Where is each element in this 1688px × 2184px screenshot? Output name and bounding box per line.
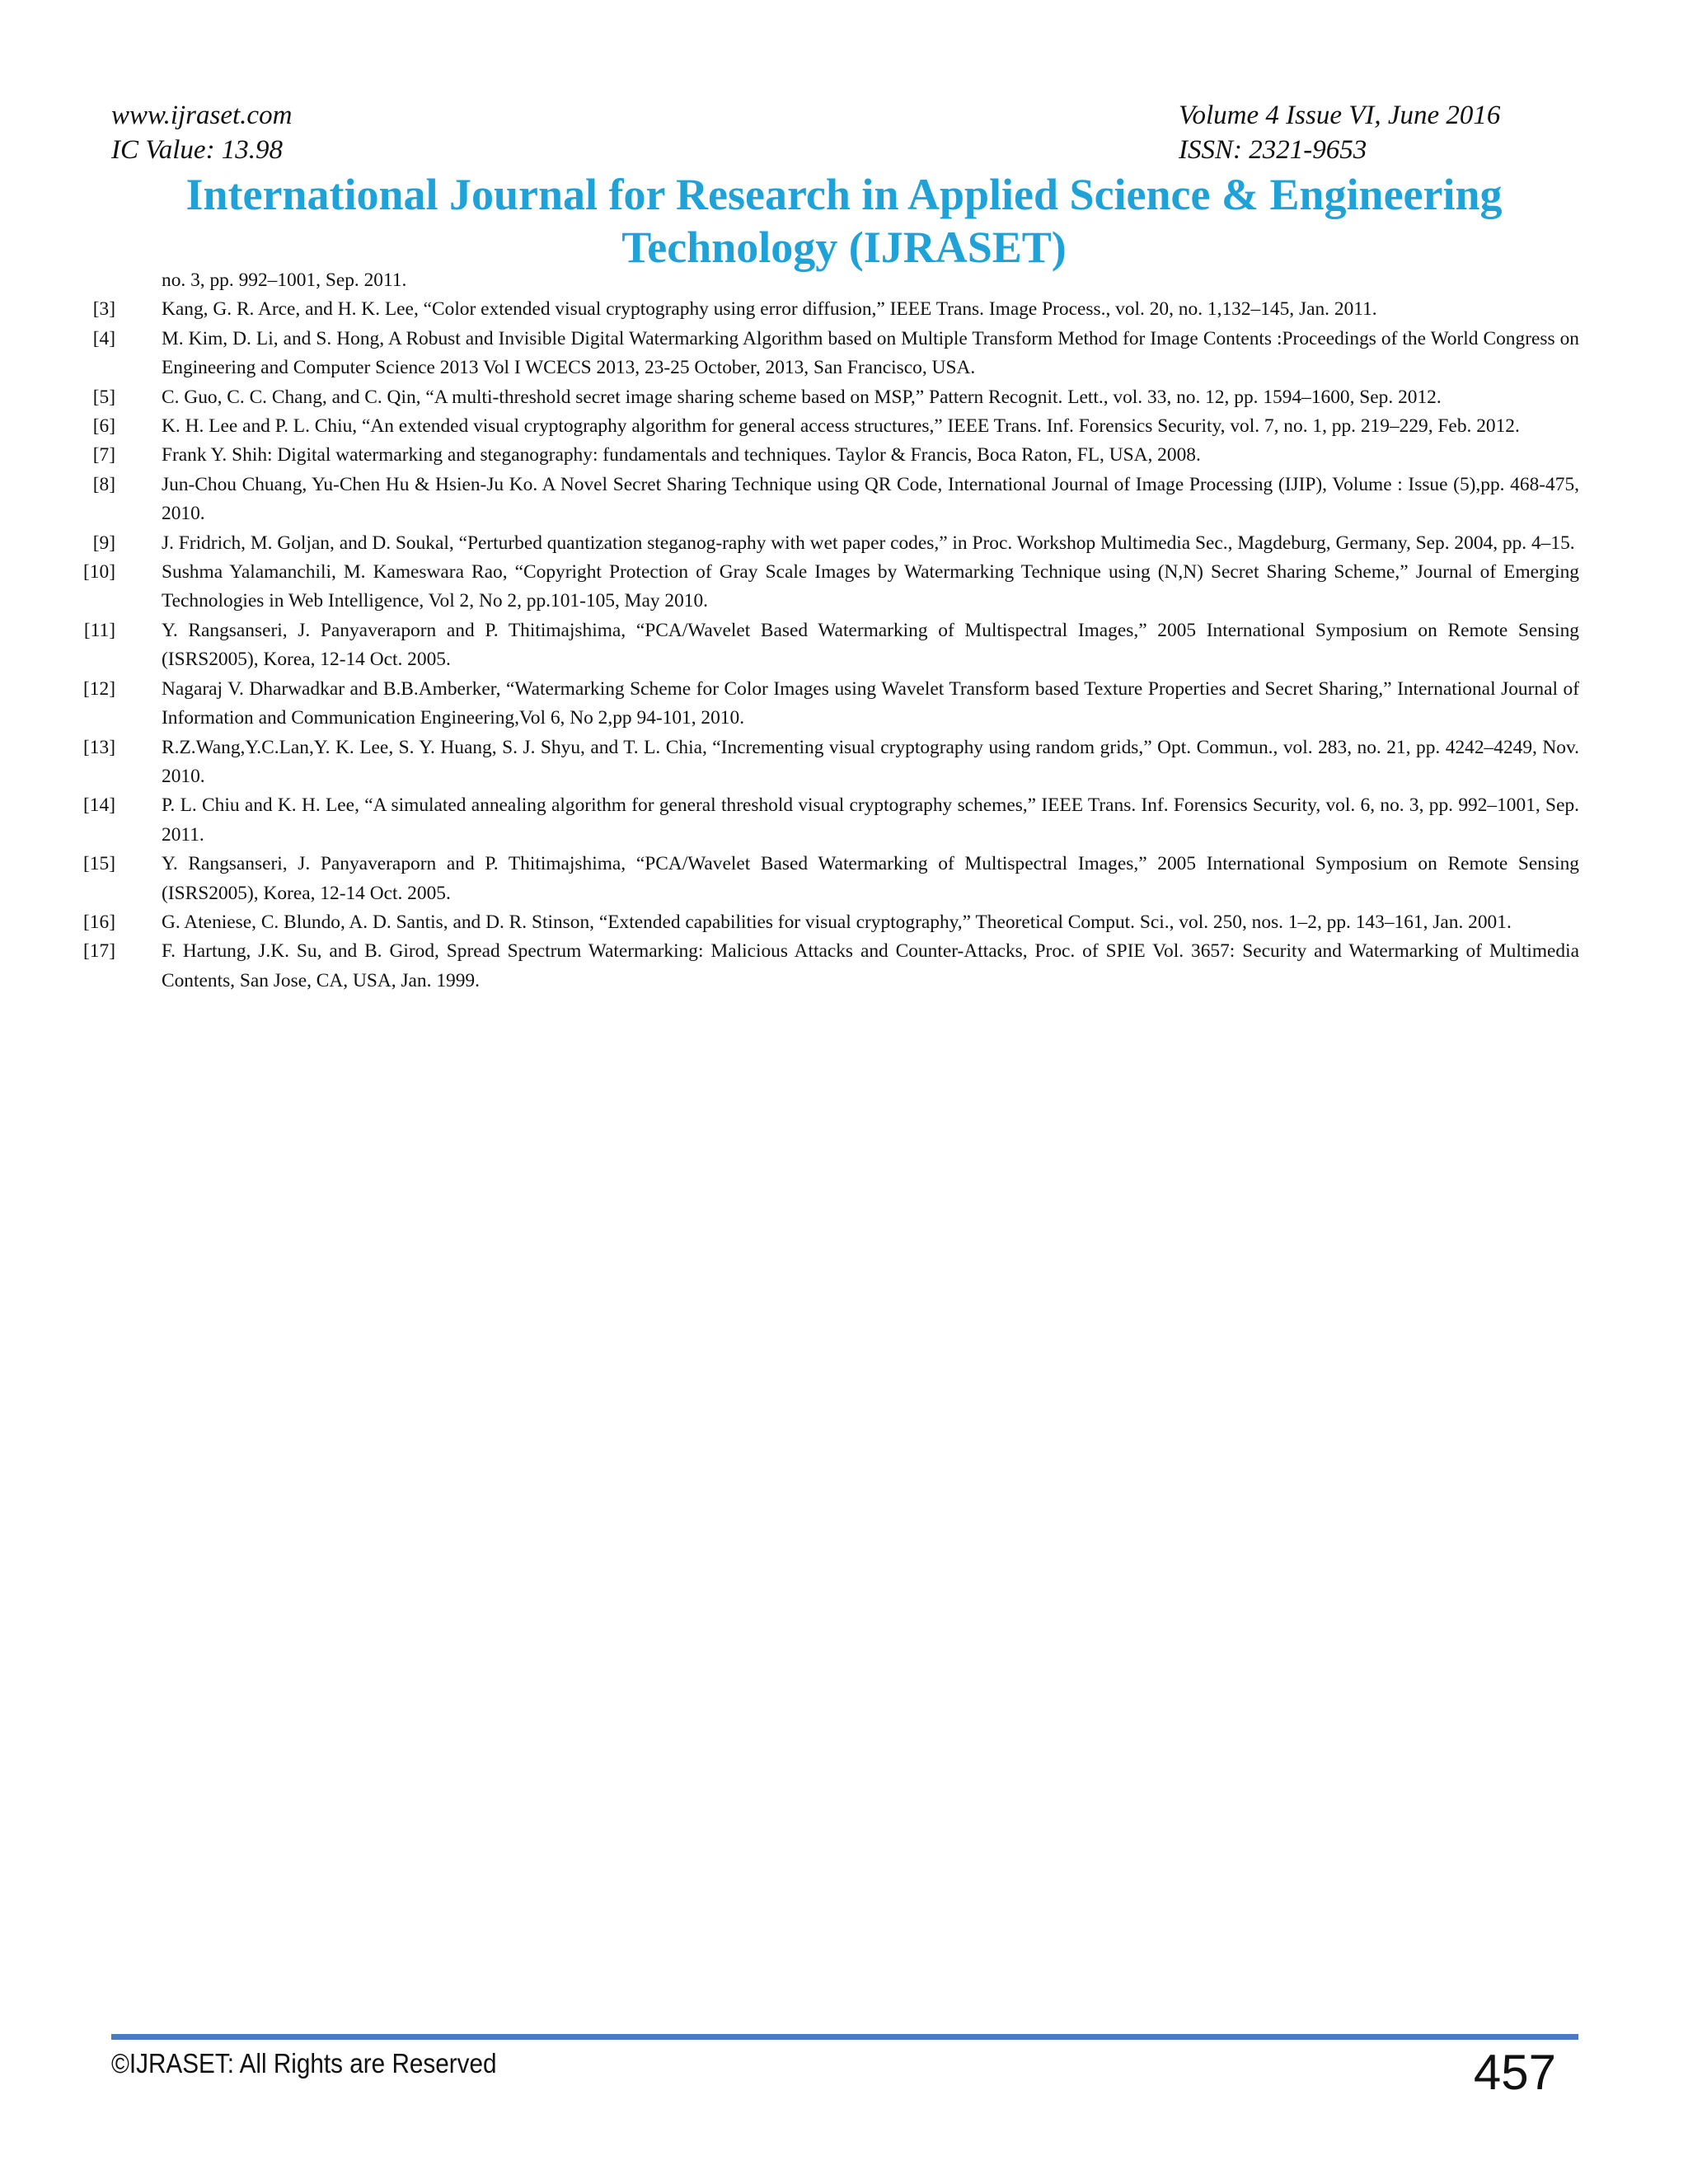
- reference-number: [3]: [92, 298, 115, 321]
- reference-item: [49, 441, 1579, 470]
- reference-number: [6]: [92, 415, 115, 438]
- reference-item: [49, 471, 1579, 529]
- reference-item: [49, 937, 1579, 996]
- journal-title: International Journal for Research in Applied Science & Engineering Technology (IJRASET): [185, 170, 1503, 272]
- reference-number: [14]: [83, 794, 115, 817]
- reference-item: [49, 908, 1579, 937]
- reference-number: [16]: [83, 911, 115, 933]
- reference-text: F. Hartung, J.K. Su, and B. Girod, Spread Spectrum Watermarking: Malicious Attacks and Counter-Attacks, Proc. of SPIE Vol. 3657: Security and Watermarking of Multimedia Contents, San Jose, CA, USA, Jan. 1999.: [162, 940, 1579, 991]
- reference-text: Kang, G. R. Arce, and H. K. Lee, “Color extended visual cryptography using error diffusion,” IEEE Trans. Image Process., vol. 20, no. 1,132–145, Jan. 2011.: [162, 298, 1377, 321]
- reference-text: P. L. Chiu and K. H. Lee, “A simulated annealing algorithm for general threshold visual cryptography schemes,” IEEE Trans. Inf. Forensics Security, vol. 6, no. 3, pp. 992–1001, Sep. 2011.: [162, 794, 1579, 846]
- reference-number: [13]: [83, 736, 115, 758]
- reference-text: Frank Y. Shih: Digital watermarking and steganography: fundamentals and techniques. Taylor & Francis, Boca Raton, FL, USA, 2008.: [162, 444, 1201, 466]
- reference-item: [49, 383, 1579, 412]
- reference-item: [49, 850, 1579, 908]
- reference-continuation: [49, 266, 1579, 295]
- reference-text: Y. Rangsanseri, J. Panyaveraporn and P. Thitimajshima, “PCA/Wavelet Based Watermarking of Multispectral Images,” 2005 International Symposium on Remote Sensing (ISRS2005), Korea, 12-14 Oct. 2005.: [162, 853, 1579, 904]
- reference-text: no. 3, pp. 992–1001, Sep. 2011.: [162, 269, 407, 291]
- reference-item: [49, 558, 1579, 616]
- reference-number: [5]: [92, 386, 115, 408]
- page-number: 457: [1473, 2045, 1556, 2100]
- reference-number: [9]: [92, 532, 115, 554]
- reference-text: R.Z.Wang,Y.C.Lan,Y. K. Lee, S. Y. Huang, S. J. Shyu, and T. L. Chia, “Incrementing visual cryptography using random grids,” Opt. Commun., vol. 283, no. 21, pp. 4242–4249, Nov. 2010.: [162, 736, 1579, 787]
- reference-text: C. Guo, C. C. Chang, and C. Qin, “A multi-threshold secret image sharing scheme based on MSP,” Pattern Recognit. Lett., vol. 33, no. 12, pp. 1594–1600, Sep. 2012.: [162, 386, 1442, 408]
- reference-item: [49, 675, 1579, 733]
- reference-item: [49, 295, 1579, 324]
- reference-item: [49, 616, 1579, 675]
- reference-number: [11]: [83, 619, 115, 641]
- footer-copyright: ©IJRASET: All Rights are Reserved: [111, 2048, 497, 2079]
- reference-text: G. Ateniese, C. Blundo, A. D. Santis, and D. R. Stinson, “Extended capabilities for visual cryptography,” Theoretical Comput. Sci., vol. 250, nos. 1–2, pp. 143–161, Jan. 2001.: [162, 911, 1512, 933]
- reference-list: [49, 266, 1579, 996]
- reference-number: [12]: [83, 677, 115, 700]
- volume-issue: Volume 4 Issue VI, June 2016: [1179, 101, 1501, 130]
- reference-text: M. Kim, D. Li, and S. Hong, A Robust and Invisible Digital Watermarking Algorithm based on Multiple Transform Method for Image Contents :Proceedings of the World Congress on Engineering and Computer Science 2013 Vol I WCECS 2013, 23-25 October, 2013, San Francisco, USA.: [162, 327, 1579, 379]
- reference-text: Y. Rangsanseri, J. Panyaveraporn and P. Thitimajshima, “PCA/Wavelet Based Watermarking of Multispectral Images,” 2005 International Symposium on Remote Sensing (ISRS2005), Korea, 12-14 Oct. 2005.: [162, 619, 1579, 671]
- reference-text: Jun-Chou Chuang, Yu-Chen Hu & Hsien-Ju Ko. A Novel Secret Sharing Technique using QR Code, International Journal of Image Processing (IJIP), Volume : Issue (5),pp. 468-475, 2010.: [162, 473, 1579, 525]
- reference-number: [8]: [92, 473, 115, 495]
- reference-text: Nagaraj V. Dharwadkar and B.B.Amberker, “Watermarking Scheme for Color Images using Wavelet Transform based Texture Properties and Secret Sharing,” International Journal of Information and Communication Engineering,Vol 6, No 2,pp 94-101, 2010.: [162, 677, 1579, 729]
- footer-divider: [111, 2034, 1578, 2040]
- reference-number: [17]: [83, 940, 115, 963]
- reference-text: K. H. Lee and P. L. Chiu, “An extended visual cryptography algorithm for general access structures,” IEEE Trans. Inf. Forensics Security, vol. 7, no. 1, pp. 219–229, Feb. 2012.: [162, 415, 1520, 438]
- reference-number: [7]: [92, 444, 115, 466]
- reference-number: [10]: [83, 561, 115, 583]
- ic-value: IC Value: 13.98: [111, 135, 284, 165]
- reference-number: [15]: [83, 853, 115, 875]
- reference-number: [4]: [92, 327, 115, 349]
- reference-item: [49, 325, 1579, 383]
- journal-url: www.ijraset.com: [111, 101, 293, 130]
- reference-text: J. Fridrich, M. Goljan, and D. Soukal, “Perturbed quantization steganog-raphy with wet paper codes,” in Proc. Workshop Multimedia Sec., Magdeburg, Germany, Sep. 2004, pp. 4–15.: [162, 532, 1575, 554]
- reference-text: Sushma Yalamanchili, M. Kameswara Rao, “Copyright Protection of Gray Scale Images by Watermarking Technique using (N,N) Secret Sharing Scheme,” Journal of Emerging Technologies in Web Intelligence, Vol 2, No 2, pp.101-105, May 2010.: [162, 561, 1579, 612]
- reference-item: [49, 733, 1579, 792]
- issn: ISSN: 2321-9653: [1179, 135, 1367, 165]
- reference-item: [49, 412, 1579, 441]
- reference-item: [49, 529, 1579, 558]
- reference-item: [49, 791, 1579, 850]
